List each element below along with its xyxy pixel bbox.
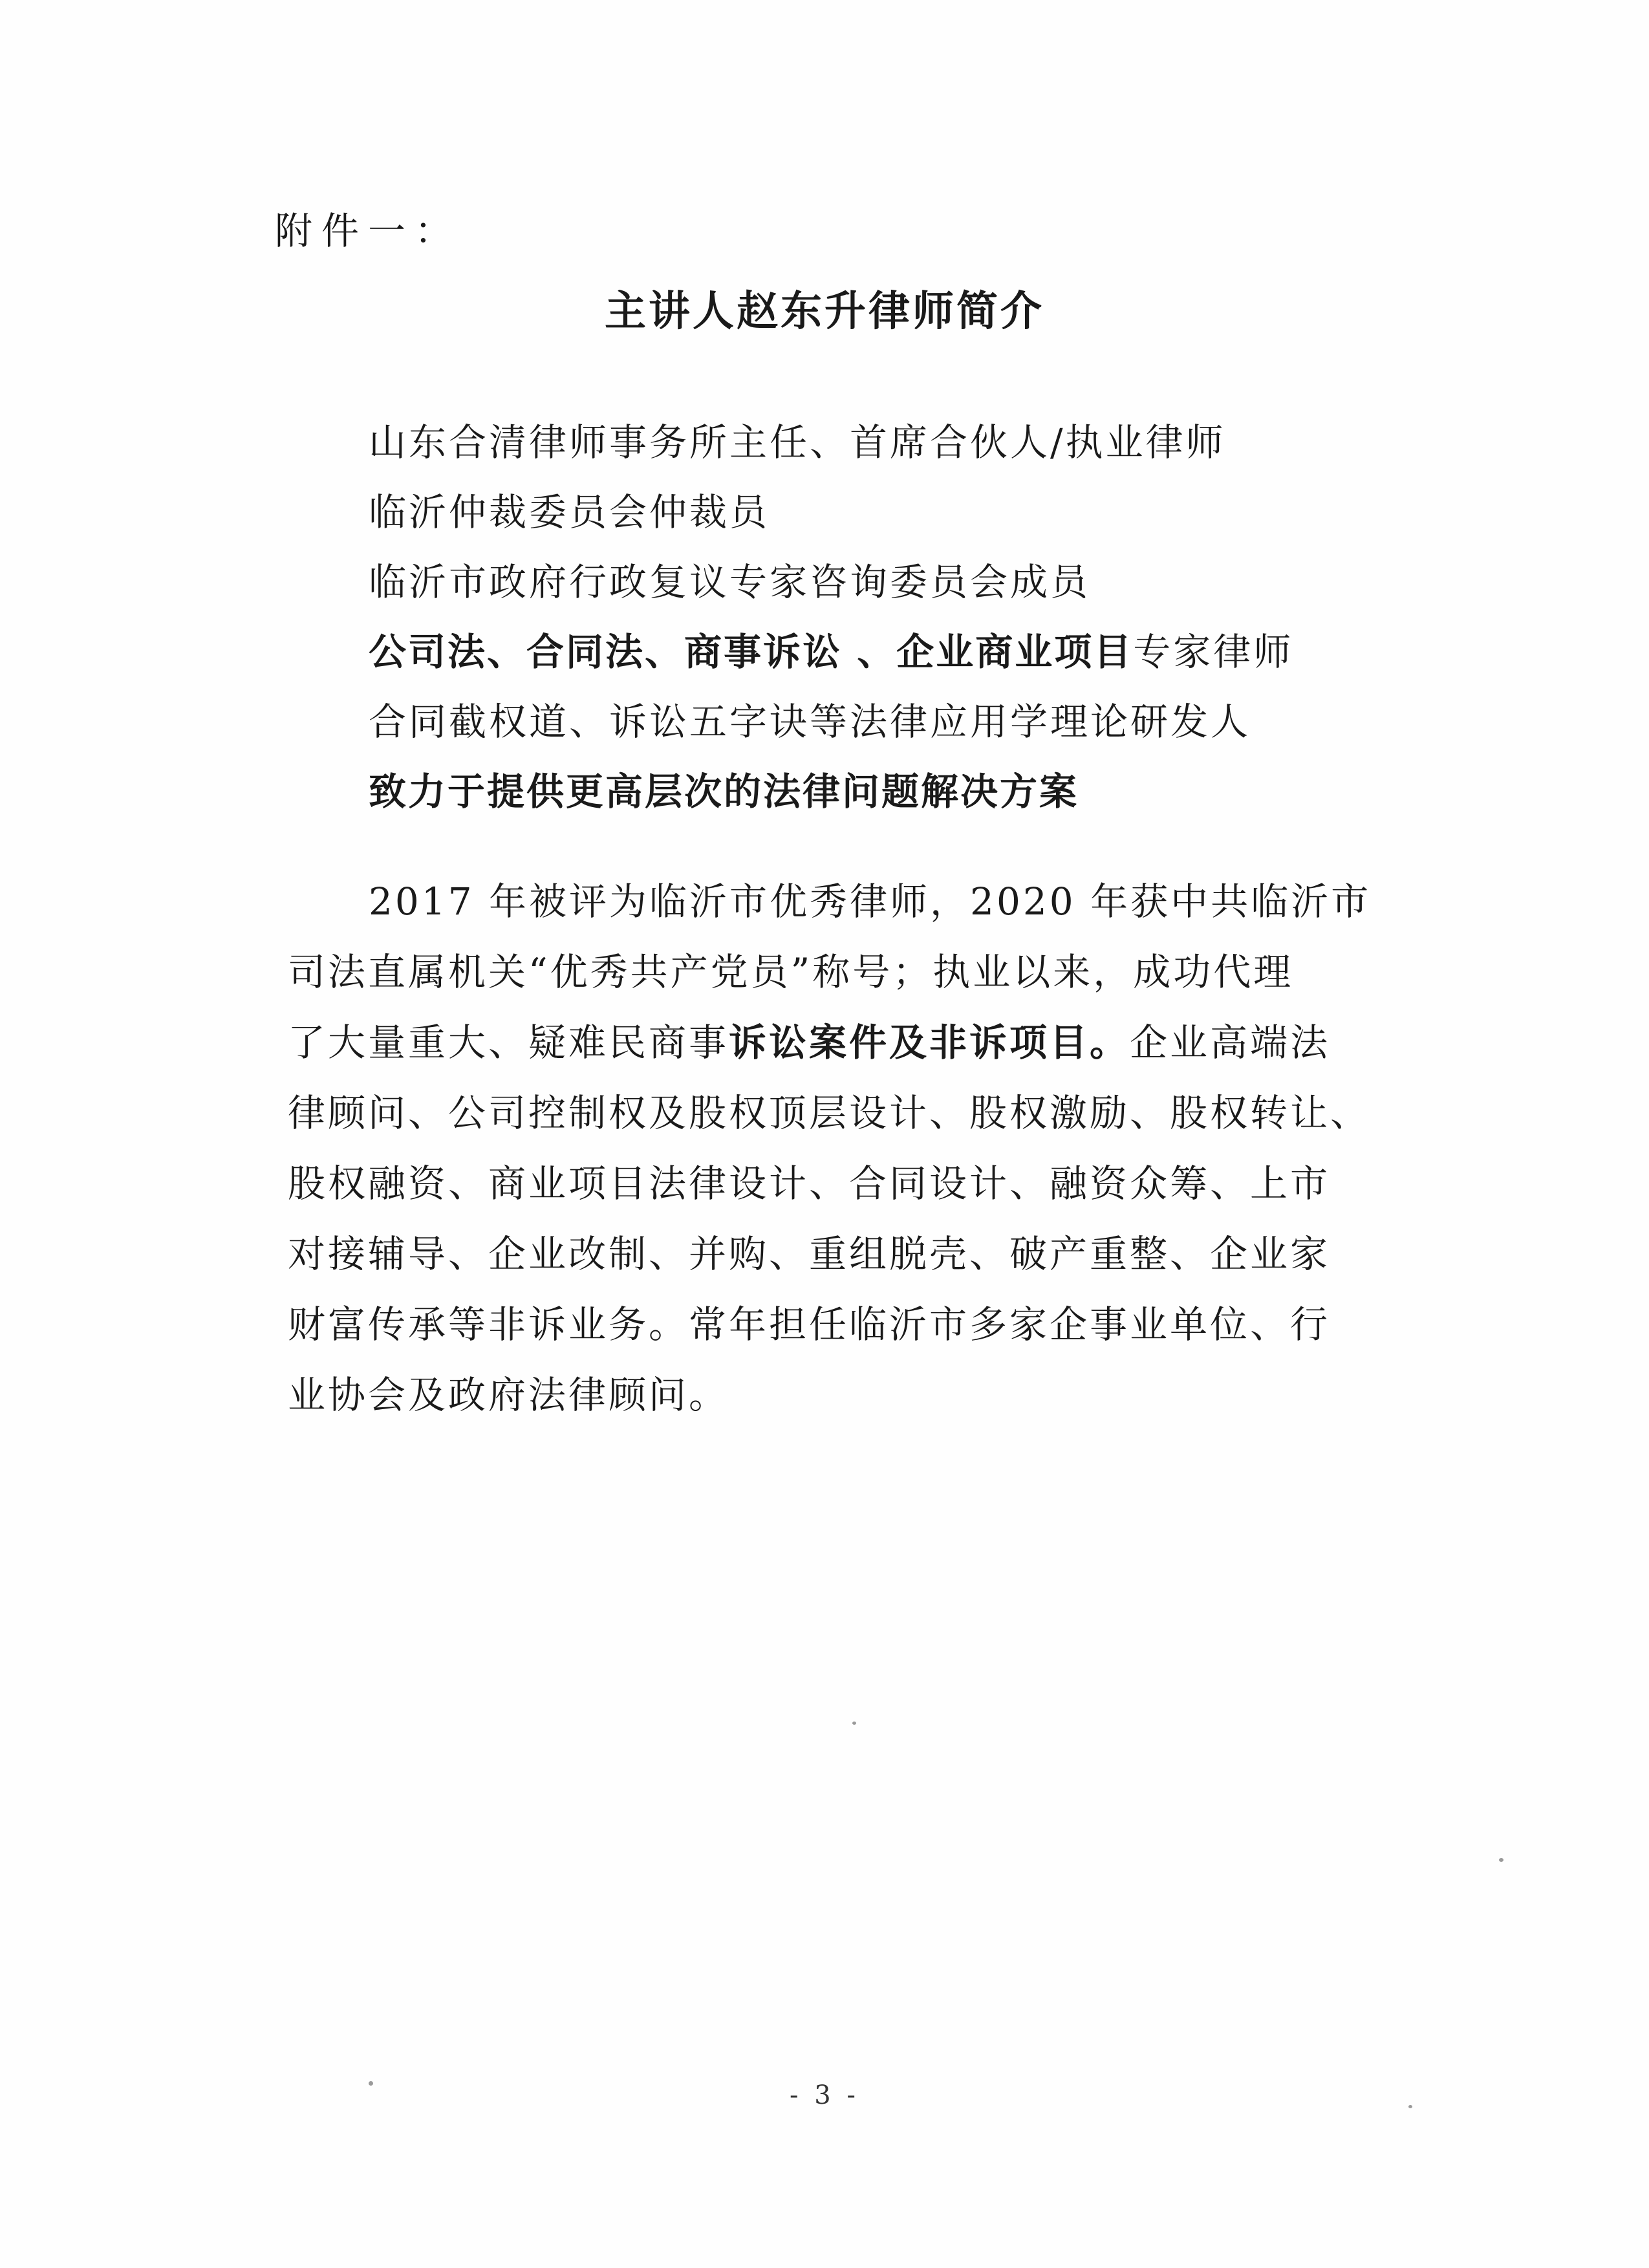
credential-text: 专家律师 bbox=[1133, 630, 1294, 674]
bio-text: 2017 年被评为临沂市优秀律师，2020 年获中共临沂市 bbox=[369, 880, 1372, 923]
credential-text: 合同截权道、诉讼五字诀等法律应用学理论研发人 bbox=[369, 700, 1251, 744]
scan-speck bbox=[852, 1722, 856, 1725]
bio-line bbox=[288, 1360, 1400, 1431]
bio-line bbox=[288, 1008, 1400, 1078]
credential-line bbox=[369, 757, 1481, 826]
bio-text: 企业高端法 bbox=[1130, 1021, 1331, 1064]
attachment-label: 附件一： bbox=[275, 209, 462, 253]
bio-line bbox=[288, 1149, 1400, 1219]
scan-speck bbox=[1499, 1858, 1503, 1862]
biography-paragraph bbox=[288, 867, 1400, 1431]
credential-text: 山东合清律师事务所主任、首席合伙人/执业律师 bbox=[369, 420, 1226, 464]
bio-line bbox=[288, 1078, 1400, 1149]
credential-line bbox=[369, 477, 1481, 547]
scan-speck bbox=[1408, 2105, 1412, 2108]
bio-text: 了大量重大、疑难民商事 bbox=[288, 1021, 729, 1064]
bio-line bbox=[288, 937, 1400, 1008]
credentials-list bbox=[369, 407, 1481, 826]
page-title: 主讲人赵东升律师简介 bbox=[605, 288, 1044, 336]
credential-line bbox=[369, 407, 1481, 477]
bio-line bbox=[288, 1290, 1400, 1360]
bio-text: 业协会及政府法律顾问。 bbox=[288, 1373, 729, 1417]
bio-text: 对接辅导、企业改制、并购、重组脱壳、破产重整、企业家 bbox=[288, 1232, 1331, 1276]
bio-text: 司法直属机关“优秀共产党员”称号；执业以来，成功代理 bbox=[288, 950, 1294, 994]
bio-text: 财富传承等非诉业务。常年担任临沂市多家企事业单位、行 bbox=[288, 1302, 1331, 1346]
bio-line bbox=[288, 1219, 1400, 1290]
bio-text: 律顾问、公司控制权及股权顶层设计、股权激励、股权转让、 bbox=[288, 1091, 1371, 1135]
bio-text: 股权融资、商业项目法律设计、合同设计、融资众筹、上市 bbox=[288, 1161, 1331, 1205]
credential-line bbox=[369, 687, 1481, 757]
credential-line bbox=[369, 547, 1481, 617]
credential-text: 临沂市政府行政复议专家咨询委员会成员 bbox=[369, 560, 1091, 604]
bio-text-bold: 诉讼案件及非诉项目。 bbox=[729, 1021, 1130, 1064]
scan-speck bbox=[369, 2081, 373, 2086]
bio-line bbox=[288, 867, 1400, 937]
credential-text-bold: 公司法、合同法、商事诉讼 、企业商业项目 bbox=[369, 630, 1134, 674]
credential-text: 临沂仲裁委员会仲裁员 bbox=[369, 490, 770, 534]
credential-text-bold: 致力于提供更高层次的法律问题解决方案 bbox=[369, 770, 1079, 814]
page-number: - 3 - bbox=[790, 2080, 859, 2110]
credential-line bbox=[369, 617, 1481, 687]
